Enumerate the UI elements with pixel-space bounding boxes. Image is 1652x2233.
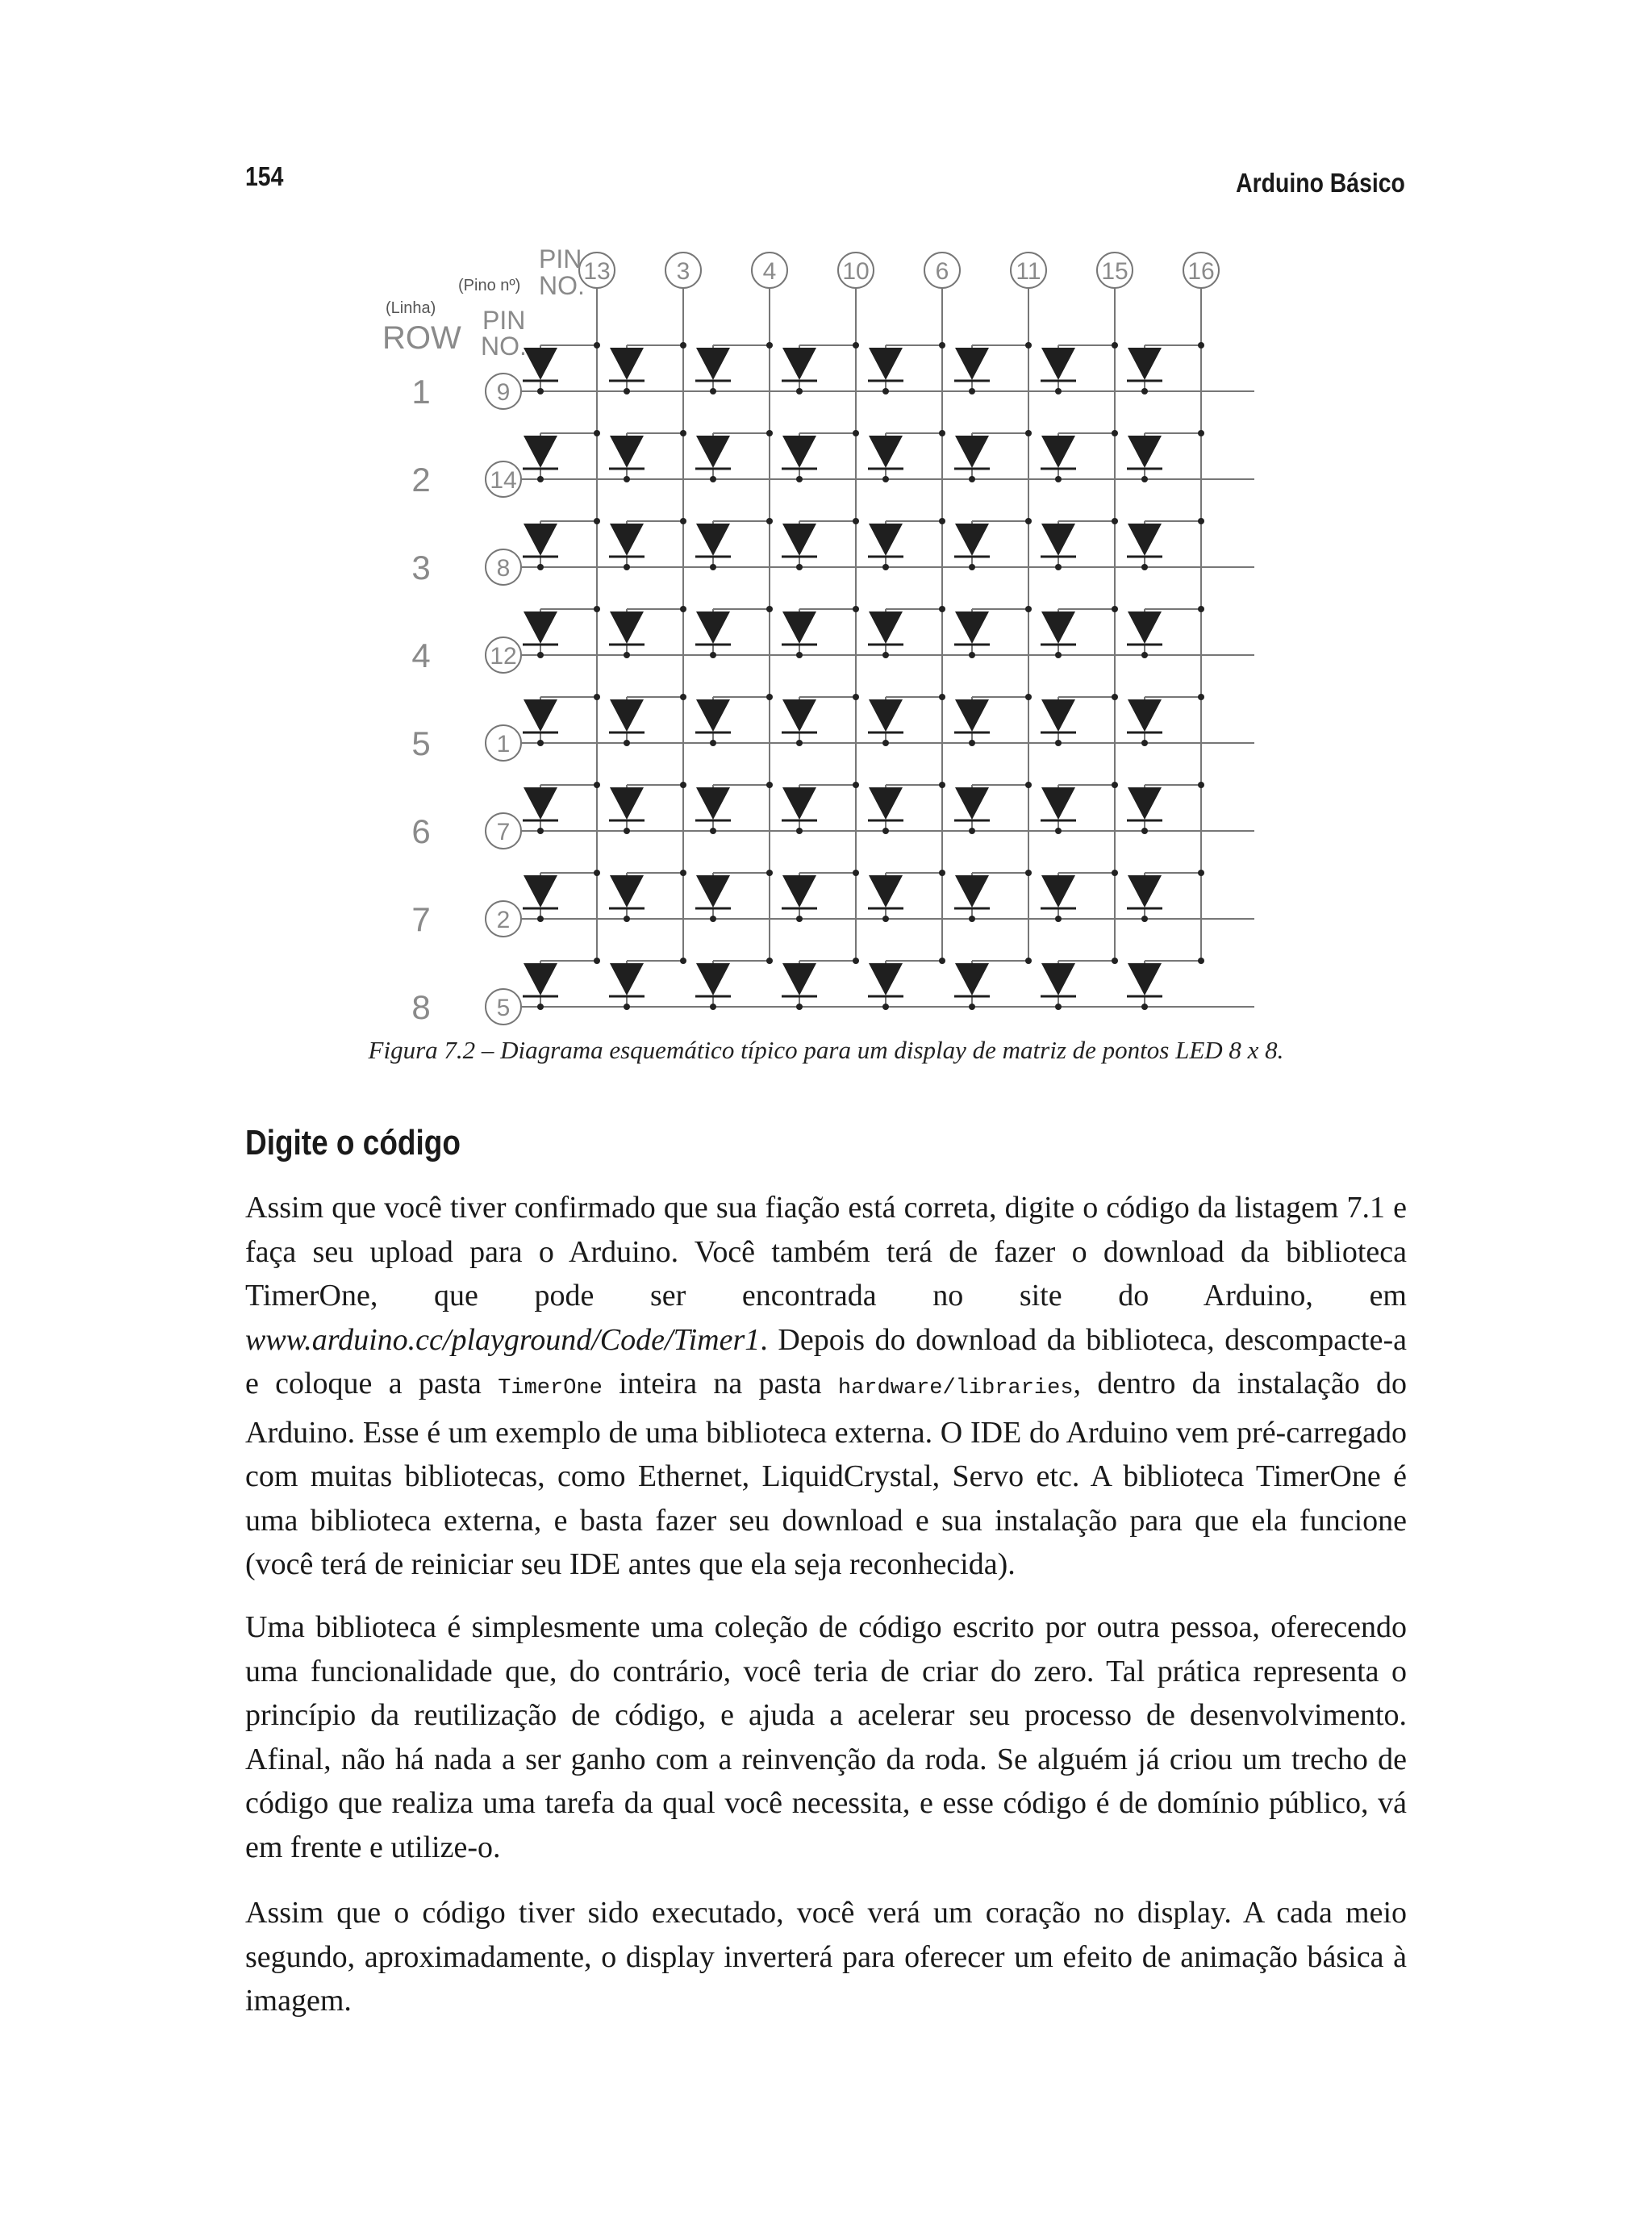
junction-dot xyxy=(594,694,600,700)
junction-dot xyxy=(796,564,803,570)
junction-dot xyxy=(1055,388,1062,394)
junction-dot xyxy=(939,518,945,524)
led-triangle xyxy=(869,524,903,556)
led-triangle xyxy=(782,436,816,468)
junction-dot xyxy=(796,916,803,922)
row-number: 6 xyxy=(411,812,431,850)
running-title: Arduino Básico xyxy=(1236,168,1405,198)
led-triangle xyxy=(782,611,816,644)
junction-dot xyxy=(969,388,975,394)
junction-dot xyxy=(594,870,600,876)
junction-dot xyxy=(710,564,716,570)
led-triangle xyxy=(869,611,903,644)
junction-dot xyxy=(680,958,686,964)
led-triangle xyxy=(955,875,989,908)
junction-dot xyxy=(1055,1004,1062,1010)
code-hardware-libraries: hardware/libraries xyxy=(837,1376,1074,1400)
led-triangle xyxy=(869,699,903,732)
junction-dot xyxy=(594,430,600,436)
junction-dot xyxy=(1198,870,1204,876)
row-pin-label-line1: PIN xyxy=(482,306,526,335)
led-triangle xyxy=(1128,348,1162,380)
junction-dot xyxy=(766,958,773,964)
junction-dot xyxy=(882,388,889,394)
row-number: 8 xyxy=(411,988,431,1026)
row-number: 3 xyxy=(411,549,431,586)
led-triangle xyxy=(524,348,557,380)
junction-dot xyxy=(1055,564,1062,570)
junction-dot xyxy=(939,430,945,436)
led-triangle xyxy=(696,699,730,732)
junction-dot xyxy=(594,606,600,612)
led-triangle xyxy=(610,875,644,908)
led-triangle xyxy=(524,524,557,556)
led-triangle xyxy=(524,963,557,995)
led-triangle xyxy=(1128,611,1162,644)
junction-dot xyxy=(939,958,945,964)
junction-dot xyxy=(796,652,803,658)
junction-dot xyxy=(1141,828,1148,834)
row-pin-number: 5 xyxy=(496,995,511,1021)
led-triangle xyxy=(524,436,557,468)
junction-dot xyxy=(680,430,686,436)
led-triangle xyxy=(610,524,644,556)
junction-dot xyxy=(537,828,544,834)
p1-text-2: . Depois do download da biblioteca, descompacte-a e coloque a pasta xyxy=(245,1322,1407,1400)
junction-dot xyxy=(766,430,773,436)
row-number: 5 xyxy=(411,724,431,762)
row-pin-number: 8 xyxy=(496,555,511,582)
junction-dot xyxy=(1055,916,1062,922)
timer1-link[interactable]: www.arduino.cc/playground/Code/Timer1 xyxy=(245,1322,761,1357)
led-triangle xyxy=(869,963,903,995)
row-pin-number: 9 xyxy=(496,379,511,406)
junction-dot xyxy=(710,388,716,394)
led-triangle xyxy=(1128,524,1162,556)
section-heading: Digite o código xyxy=(245,1123,461,1162)
paragraph-1 xyxy=(245,1186,1407,1587)
row-number: 1 xyxy=(411,373,431,411)
junction-dot xyxy=(969,652,975,658)
row-pin-number: 7 xyxy=(496,819,511,845)
junction-dot xyxy=(1025,430,1032,436)
page-number: 154 xyxy=(245,161,284,191)
led-triangle xyxy=(696,524,730,556)
junction-dot xyxy=(1055,828,1062,834)
row-pin-number: 1 xyxy=(496,731,511,758)
junction-dot xyxy=(853,870,859,876)
junction-dot xyxy=(882,564,889,570)
p1-text-1: Assim que você tiver confirmado que sua fiação está correta, digite o código da listagem 7.1 e faça seu upload para o Arduino. Você também terá de fazer o download da biblioteca TimerOne, que pode ser encontrada no site do Arduino, em xyxy=(245,1191,1407,1313)
led-triangle xyxy=(782,348,816,380)
column-pin-number: 6 xyxy=(935,258,949,285)
led-triangle xyxy=(782,524,816,556)
junction-dot xyxy=(624,828,630,834)
led-grid xyxy=(523,342,1204,1010)
junction-dot xyxy=(710,476,716,482)
junction-dot xyxy=(882,740,889,746)
led-triangle xyxy=(1041,611,1075,644)
junction-dot xyxy=(1141,740,1148,746)
junction-dot xyxy=(796,740,803,746)
led-triangle xyxy=(696,611,730,644)
junction-dot xyxy=(969,1004,975,1010)
led-triangle xyxy=(782,875,816,908)
p1-text-4: , dentro da instalação do Arduino. Esse é um exemplo de uma biblioteca externa. O IDE do Arduino vem pré-carregado com muitas bibliotecas, como Ethernet, LiquidCrystal, Servo etc. A biblioteca TimerOne é uma biblioteca externa, e basta fazer seu download e sua instalação para que ela funcione (você terá de reiniciar seu IDE antes que ela seja reconhecida). xyxy=(245,1367,1407,1581)
junction-dot xyxy=(1198,606,1204,612)
junction-dot xyxy=(680,694,686,700)
column-pin-translation: (Pino nº) xyxy=(458,277,521,294)
junction-dot xyxy=(710,1004,716,1010)
junction-dot xyxy=(680,870,686,876)
junction-dot xyxy=(1055,476,1062,482)
column-pin-number: 11 xyxy=(1016,258,1041,285)
junction-dot xyxy=(710,916,716,922)
junction-dot xyxy=(537,1004,544,1010)
led-triangle xyxy=(696,963,730,995)
led-triangle xyxy=(1128,875,1162,908)
column-pin-number: 16 xyxy=(1187,258,1215,285)
led-triangle xyxy=(869,348,903,380)
figure-caption: Figura 7.2 – Diagrama esquemático típico para um display de matriz de pontos LED 8 x 8. xyxy=(368,1036,1284,1064)
led-triangle xyxy=(955,963,989,995)
junction-dot xyxy=(796,828,803,834)
junction-dot xyxy=(624,476,630,482)
led-triangle xyxy=(1041,436,1075,468)
junction-dot xyxy=(1141,652,1148,658)
led-triangle xyxy=(869,787,903,820)
row-pin-number: 12 xyxy=(490,643,517,670)
led-triangle xyxy=(782,699,816,732)
junction-dot xyxy=(537,916,544,922)
led-triangle xyxy=(869,436,903,468)
led-triangle xyxy=(955,436,989,468)
led-triangle xyxy=(524,787,557,820)
junction-dot xyxy=(680,606,686,612)
junction-dot xyxy=(624,652,630,658)
junction-dot xyxy=(594,958,600,964)
p1-text-3: inteira na pasta xyxy=(602,1367,838,1400)
column-pin-number: 15 xyxy=(1101,258,1128,285)
led-triangle xyxy=(524,699,557,732)
led-triangle xyxy=(610,611,644,644)
paragraph-2: Uma biblioteca é simplesmente uma coleção de código escrito por outra pessoa, oferecendo uma funcionalidade que, do contrário, você teria de criar do zero. Tal prática representa o princípio da reutilização de código, e ajuda a acelerar seu processo de desenvolvimento. Afinal, não há nada a ser ganho com a reinvenção da roda. Se alguém já criou um trecho de código que realiza uma tarefa da qual você necessita, e esse código é de domínio público, vá em frente e utilize-o. xyxy=(245,1610,1407,1864)
junction-dot xyxy=(939,782,945,788)
led-triangle xyxy=(955,524,989,556)
junction-dot xyxy=(766,342,773,349)
junction-dot xyxy=(624,1004,630,1010)
junction-dot xyxy=(680,782,686,788)
junction-dot xyxy=(624,388,630,394)
junction-dot xyxy=(882,828,889,834)
led-triangle xyxy=(1041,348,1075,380)
junction-dot xyxy=(1112,518,1118,524)
junction-dot xyxy=(1112,342,1118,349)
junction-dot xyxy=(1141,388,1148,394)
junction-dot xyxy=(969,916,975,922)
led-triangle xyxy=(610,348,644,380)
led-triangle xyxy=(869,875,903,908)
junction-dot xyxy=(1112,694,1118,700)
junction-dot xyxy=(710,740,716,746)
column-pin-number: 13 xyxy=(583,258,611,285)
junction-dot xyxy=(1141,916,1148,922)
led-triangle xyxy=(696,436,730,468)
led-triangle xyxy=(1128,436,1162,468)
led-triangle xyxy=(1128,963,1162,995)
junction-dot xyxy=(594,518,600,524)
row-axis-translation: (Linha) xyxy=(386,299,436,317)
junction-dot xyxy=(1198,958,1204,964)
led-triangle xyxy=(955,348,989,380)
led-triangle xyxy=(610,787,644,820)
junction-dot xyxy=(766,606,773,612)
junction-dot xyxy=(537,740,544,746)
row-pin-number: 14 xyxy=(490,467,517,494)
junction-dot xyxy=(1198,342,1204,349)
row-number: 4 xyxy=(411,637,431,674)
junction-dot xyxy=(853,782,859,788)
junction-dot xyxy=(969,564,975,570)
junction-dot xyxy=(624,740,630,746)
led-triangle xyxy=(696,787,730,820)
junction-dot xyxy=(1025,606,1032,612)
junction-dot xyxy=(1198,694,1204,700)
led-triangle xyxy=(610,963,644,995)
junction-dot xyxy=(680,518,686,524)
junction-dot xyxy=(537,388,544,394)
junction-dot xyxy=(853,958,859,964)
row-pin-number: 2 xyxy=(496,907,511,933)
led-triangle xyxy=(610,699,644,732)
junction-dot xyxy=(853,694,859,700)
junction-dot xyxy=(1112,870,1118,876)
led-triangle xyxy=(524,611,557,644)
junction-dot xyxy=(710,652,716,658)
led-triangle xyxy=(782,963,816,995)
junction-dot xyxy=(1141,1004,1148,1010)
junction-dot xyxy=(1025,870,1032,876)
junction-dot xyxy=(853,430,859,436)
junction-dot xyxy=(939,342,945,349)
led-triangle xyxy=(1041,787,1075,820)
junction-dot xyxy=(1112,958,1118,964)
junction-dot xyxy=(882,652,889,658)
led-triangle xyxy=(1041,524,1075,556)
junction-dot xyxy=(1198,782,1204,788)
led-triangle xyxy=(1041,875,1075,908)
column-pin-number: 3 xyxy=(676,258,690,285)
junction-dot xyxy=(1141,564,1148,570)
junction-dot xyxy=(882,476,889,482)
column-pin-label-line1: PIN xyxy=(539,244,582,273)
led-triangle xyxy=(955,699,989,732)
paragraph-3: Assim que o código tiver sido executado, você verá um coração no display. A cada meio segundo, aproximadamente, o display inverterá para oferecer um efeito de animação básica à imagem. xyxy=(245,1896,1407,2018)
led-triangle xyxy=(782,787,816,820)
junction-dot xyxy=(1198,430,1204,436)
led-triangle xyxy=(1041,699,1075,732)
junction-dot xyxy=(537,564,544,570)
column-pin-number: 4 xyxy=(762,258,777,285)
led-triangle xyxy=(1128,699,1162,732)
junction-dot xyxy=(882,1004,889,1010)
led-triangle xyxy=(955,787,989,820)
led-triangle xyxy=(1041,963,1075,995)
junction-dot xyxy=(624,564,630,570)
column-pin-number: 10 xyxy=(842,258,870,285)
led-triangle xyxy=(696,348,730,380)
junction-dot xyxy=(710,828,716,834)
row-pin-label-line2: NO. xyxy=(481,332,527,361)
junction-dot xyxy=(766,870,773,876)
junction-dot xyxy=(969,828,975,834)
junction-dot xyxy=(939,694,945,700)
junction-dot xyxy=(1112,606,1118,612)
junction-dot xyxy=(1055,740,1062,746)
junction-dot xyxy=(1112,430,1118,436)
led-triangle xyxy=(610,436,644,468)
junction-dot xyxy=(796,476,803,482)
junction-dot xyxy=(766,694,773,700)
junction-dot xyxy=(853,606,859,612)
junction-dot xyxy=(1141,476,1148,482)
junction-dot xyxy=(969,476,975,482)
junction-dot xyxy=(594,342,600,349)
junction-dot xyxy=(766,782,773,788)
row-number: 2 xyxy=(411,461,431,499)
junction-dot xyxy=(1025,958,1032,964)
junction-dot xyxy=(1025,342,1032,349)
junction-dot xyxy=(882,916,889,922)
code-timerone: TimerOne xyxy=(498,1376,603,1400)
junction-dot xyxy=(537,476,544,482)
junction-dot xyxy=(1198,518,1204,524)
junction-dot xyxy=(766,518,773,524)
junction-dot xyxy=(853,518,859,524)
junction-dot xyxy=(1025,782,1032,788)
led-triangle xyxy=(696,875,730,908)
junction-dot xyxy=(939,606,945,612)
junction-dot xyxy=(1112,782,1118,788)
junction-dot xyxy=(796,1004,803,1010)
junction-dot xyxy=(853,342,859,349)
column-pin-label-line2: NO. xyxy=(539,271,585,300)
junction-dot xyxy=(969,740,975,746)
junction-dot xyxy=(939,870,945,876)
junction-dot xyxy=(796,388,803,394)
junction-dot xyxy=(680,342,686,349)
junction-dot xyxy=(594,782,600,788)
junction-dot xyxy=(1055,652,1062,658)
row-number: 7 xyxy=(411,900,431,938)
junction-dot xyxy=(624,916,630,922)
junction-dot xyxy=(537,652,544,658)
row-axis-label: ROW xyxy=(382,320,461,356)
led-matrix-schematic xyxy=(0,0,1652,1049)
junction-dot xyxy=(1025,518,1032,524)
led-triangle xyxy=(524,875,557,908)
junction-dot xyxy=(1025,694,1032,700)
led-triangle xyxy=(955,611,989,644)
led-triangle xyxy=(1128,787,1162,820)
